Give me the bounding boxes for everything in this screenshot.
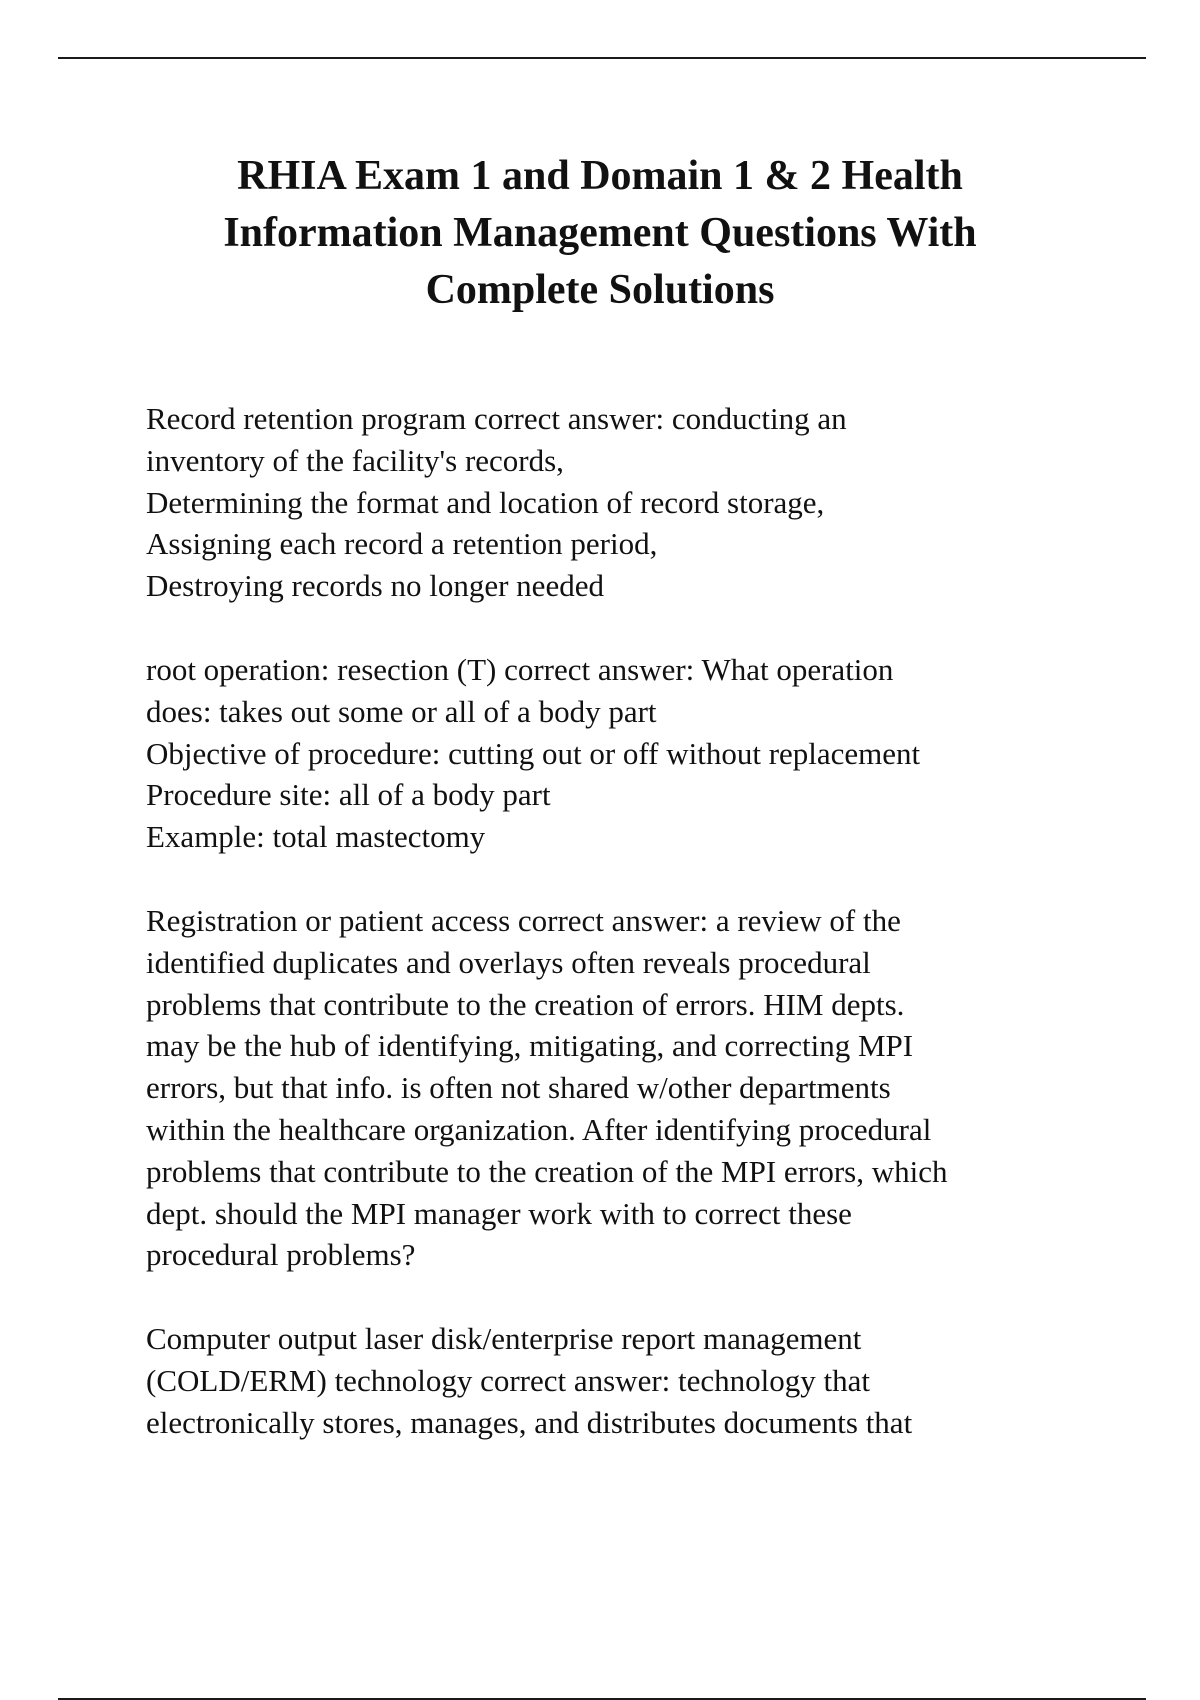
text-line: Procedure site: all of a body part xyxy=(146,777,551,813)
text-line: inventory of the facility's records, xyxy=(146,442,564,478)
document-title xyxy=(120,148,1080,319)
text-line: problems that contribute to the creation of the MPI errors, which xyxy=(146,1153,948,1189)
text-line: does: takes out some or all of a body part xyxy=(146,693,657,729)
text-line: Computer output laser disk/enterprise report management xyxy=(146,1321,862,1357)
text-line: problems that contribute to the creation of errors. HIM depts. xyxy=(146,986,905,1022)
text-line: within the healthcare organization. After identifying procedural xyxy=(146,1111,932,1147)
text-line: Example: total mastectomy xyxy=(146,819,486,855)
text-line: errors, but that info. is often not shared w/other departments xyxy=(146,1070,891,1106)
text-line: may be the hub of identifying, mitigating, and correcting MPI xyxy=(146,1028,914,1064)
text-line: identified duplicates and overlays often reveals procedural xyxy=(146,944,871,980)
qa-entry-record-retention xyxy=(146,398,1156,607)
text-line: Registration or patient access correct answer: a review of the xyxy=(146,902,901,938)
text-line: Objective of procedure: cutting out or off without replacement xyxy=(146,735,921,771)
qa-entry-registration xyxy=(146,900,1156,1276)
text-line: dept. should the MPI manager work with to correct these xyxy=(146,1195,852,1231)
title-line: RHIA Exam 1 and Domain 1 & 2 Health xyxy=(237,153,963,199)
text-line: root operation: resection (T) correct answer: What operation xyxy=(146,651,894,687)
text-line: procedural problems? xyxy=(146,1237,416,1273)
title-line: Complete Solutions xyxy=(425,267,775,313)
qa-entry-root-operation xyxy=(146,649,1156,858)
text-line: Determining the format and location of record storage, xyxy=(146,484,825,520)
document-body xyxy=(146,398,1156,1486)
text-line: Destroying records no longer needed xyxy=(146,568,604,604)
qa-entry-cold-erm xyxy=(146,1318,1156,1443)
title-line: Information Management Questions With xyxy=(223,210,977,256)
text-line: electronically stores, manages, and distributes documents that xyxy=(146,1404,913,1440)
top-rule xyxy=(58,57,1146,59)
text-line: Assigning each record a retention period, xyxy=(146,526,658,562)
text-line: (COLD/ERM) technology correct answer: technology that xyxy=(146,1362,870,1398)
text-line: Record retention program correct answer: conducting an xyxy=(146,401,847,436)
